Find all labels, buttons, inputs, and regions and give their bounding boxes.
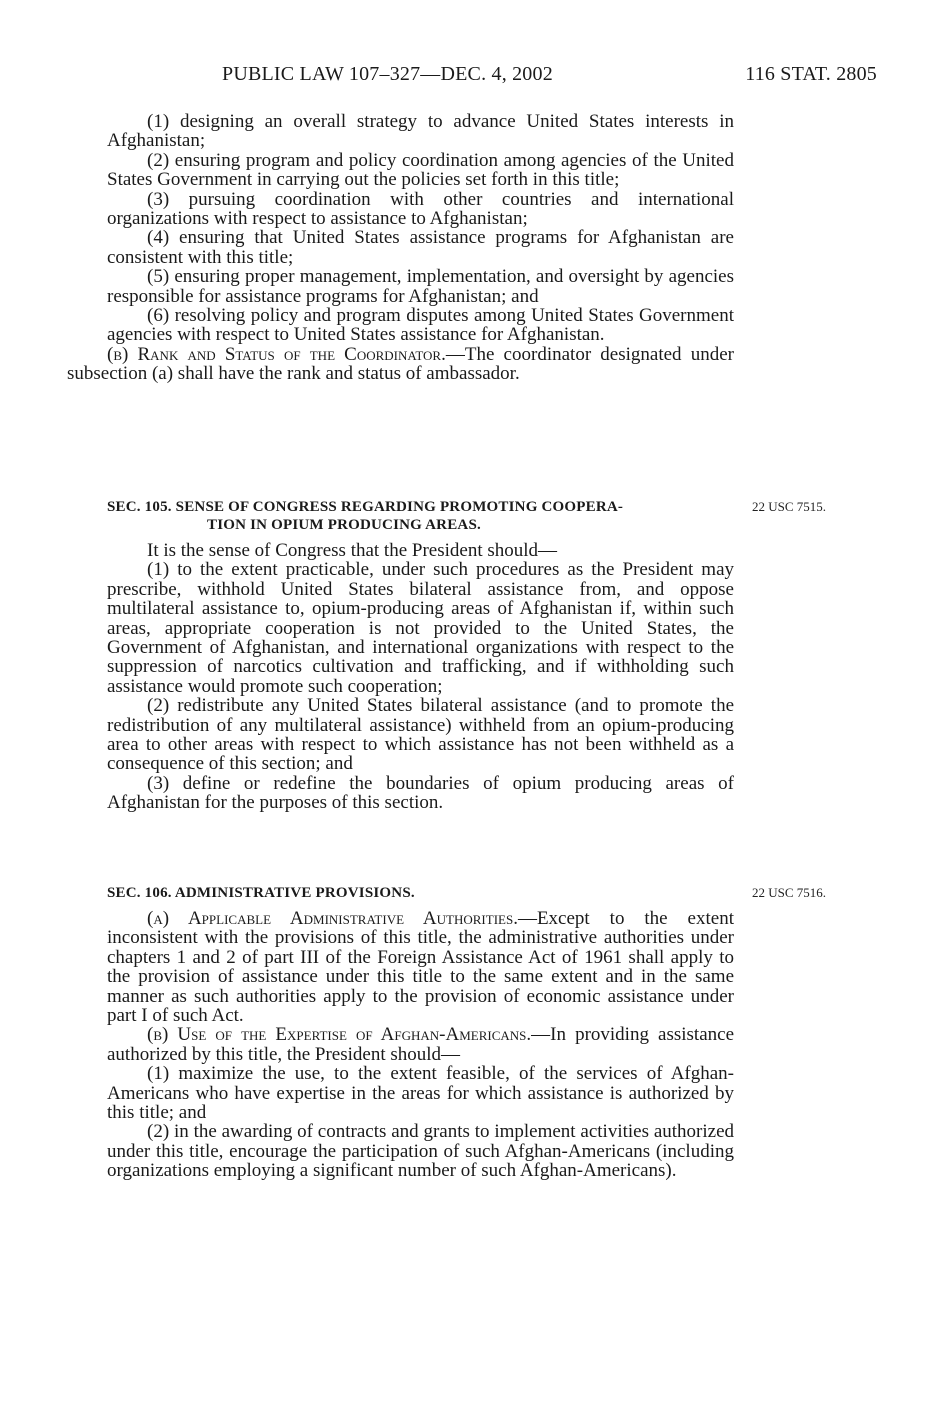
sec104-item-4: (4) ensuring that United States assistance programs for Afghanistan are consistent with this title; xyxy=(107,227,734,268)
running-head-page: 116 STAT. 2805 xyxy=(745,63,877,85)
sec105-heading xyxy=(107,498,734,534)
sec104-item-1: (1) designing an overall strategy to advance United States interests in Afghanistan; xyxy=(107,111,734,152)
sec104-items xyxy=(67,111,734,385)
sec104-item-3: (3) pursuing coordination with other countries and international organizations with respect to assistance to Afghanistan; xyxy=(107,188,734,230)
sec105-heading-line2: TION IN OPIUM PRODUCING AREAS. xyxy=(207,517,481,533)
sec106-margin-note: 22 USC 7516. xyxy=(752,885,827,900)
sec106-subsection-b xyxy=(107,1025,734,1064)
sec106-item-1: (1) maximize the use, to the extent feasible, of the services of Afghan-Americans who have expertise in the areas for which assistance is authorized by this title; and xyxy=(107,1063,734,1124)
sec106-heading xyxy=(107,884,734,902)
sec105-item-3: (3) define or redefine the boundaries of opium producing areas of Afghanistan for the purposes of this section. xyxy=(107,772,734,814)
sec106-subsection-b-heading: (b) Use of the Expertise of Afghan-Americans. xyxy=(147,1024,532,1046)
sec104-subsection-b-heading: (b) Rank and Status of the Coordinator. xyxy=(107,343,446,365)
sec105-margin-note: 22 USC 7515. xyxy=(752,499,827,514)
sec105-body xyxy=(107,541,734,813)
sec106-subsection-a xyxy=(107,909,734,1025)
sec106-subsection-a-heading: (a) Applicable Administrative Authorities. xyxy=(147,908,518,929)
sec104-item-2: (2) ensuring program and policy coordination among agencies of the United States Government in carrying out the policies set forth in this title; xyxy=(107,149,734,191)
sec104-item-5: (5) ensuring proper management, implementation, and oversight by agencies responsible for assistance programs for Afghanistan; and xyxy=(107,266,734,307)
sec106-body xyxy=(107,909,734,1181)
sec106-subsection-b-text: —In providing assistance authorized by this title, the President should— xyxy=(107,1024,735,1065)
sec105-item-1: (1) to the extent practicable, under such procedures as the President may prescribe, withhold United States bilateral assistance from, and oppose multilateral assistance to, opium-producing areas of Afghanistan if, within such areas, appropriate cooperation is not provided to the United States, the Government of Afghanistan, and international organizations with respect to the suppression of narcotics cultivation and trafficking, and if withholding such assistance would promote such cooperation; xyxy=(107,559,734,697)
sec105-intro: It is the sense of Congress that the President should— xyxy=(147,540,558,561)
sec104-item-6: (6) resolving policy and program disputes among United States Government agencies with respect to United States assistance for Afghanistan. xyxy=(107,305,734,346)
sec106-heading-text: SEC. 106. ADMINISTRATIVE PROVISIONS. xyxy=(107,885,415,901)
sec105-heading-line1: SEC. 105. SENSE OF CONGRESS REGARDING PROMOTING COOPERA- xyxy=(107,499,624,515)
sec104-subsection-b-text: —The coordinator designated under subsection (a) shall have the rank and status of ambassador. xyxy=(67,343,734,385)
running-head-law: PUBLIC LAW 107–327—DEC. 4, 2002 xyxy=(222,63,553,85)
sec106-item-2: (2) in the awarding of contracts and grants to implement activities authorized under this title, encourage the participation of such Afghan-Americans (including organizations employing a significant number of such Afghan-Americans). xyxy=(107,1121,734,1182)
sec105-item-2: (2) redistribute any United States bilateral assistance (and to promote the redistribution of any multilateral assistance) withheld from an opium-producing area to other areas with respect to which assistance has not been withheld as a consequence of this section; and xyxy=(107,695,734,775)
sec106-subsection-a-text: —Except to the extent inconsistent with the provisions of this title, the administrative authorities under chapters 1 and 2 of part III of the Foreign Assistance Act of 1961 shall apply to the provision of assistance under this title to the same extent and in the same manner as such authorities apply to the provision of economic assistance under part I of such Act. xyxy=(107,908,734,1027)
sec104-subsection-b xyxy=(67,345,734,384)
